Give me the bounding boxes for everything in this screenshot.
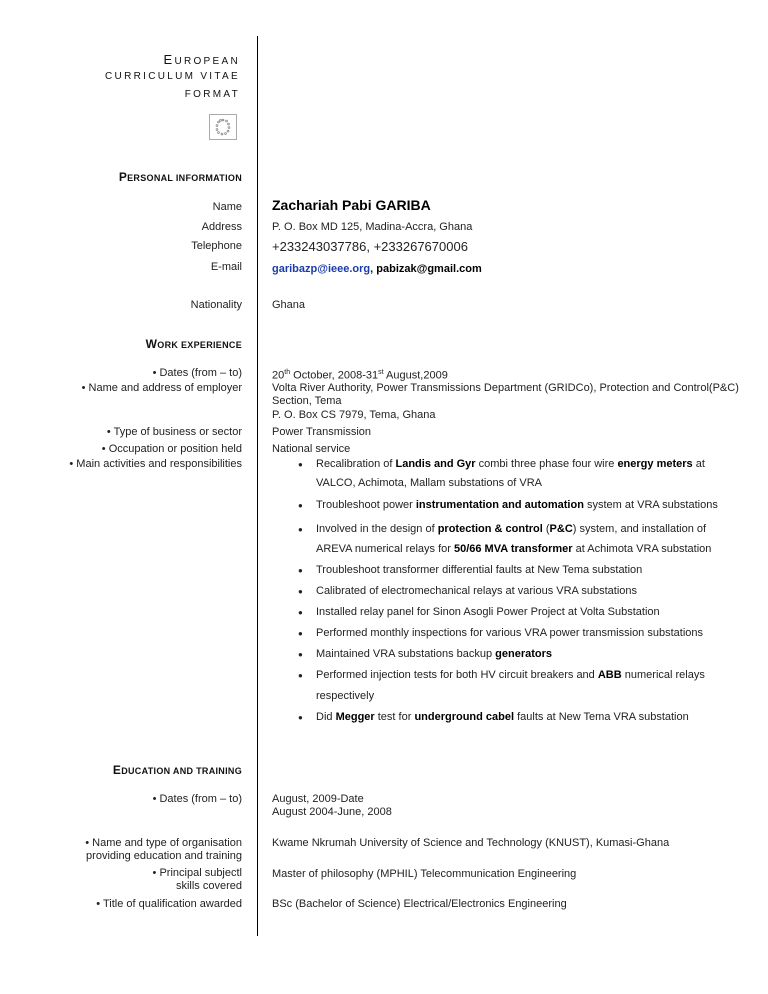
organisation-label-1: • Name and type of organisation	[85, 837, 242, 849]
activity-item-cont: respectively	[316, 690, 375, 702]
organisation-value: Kwame Nkrumah University of Science and Technology (KNUST), Kumasi-Ghana	[272, 837, 670, 849]
bullet-icon: ●	[298, 650, 303, 659]
activity-item: Performed injection tests for both HV circuit breakers and ABB numerical relays	[316, 669, 705, 681]
activity-item: Did Megger test for underground cabel faults at New Tema VRA substation	[316, 711, 689, 723]
bullet-icon: ●	[298, 501, 303, 510]
telephone-label: Telephone	[191, 240, 242, 252]
activity-item: Installed relay panel for Sinon Asogli Power Project at Volta Substation	[316, 606, 660, 618]
address-label: Address	[201, 221, 242, 233]
email-label: E-mail	[210, 261, 242, 273]
occupation-label: • Occupation or position held	[101, 443, 242, 455]
activity-item-cont: AREVA numerical relays for 50/66 MVA transformer at Achimota VRA substation	[316, 543, 712, 555]
bullet-icon: ●	[298, 629, 303, 638]
bullet-icon: ●	[298, 671, 303, 680]
employer-line-1: Volta River Authority, Power Transmissions Department (GRIDCo), Protection and Control(P&C)	[272, 382, 739, 394]
activities-label: • Main activities and responsibilities	[69, 458, 242, 470]
employer-label: • Name and address of employer	[81, 382, 242, 394]
activity-item: Troubleshoot transformer differential faults at New Tema substation	[316, 564, 643, 576]
activity-item: Involved in the design of protection & control (P&C) system, and installation of	[316, 523, 707, 535]
occupation-value: National service	[272, 443, 351, 455]
header-line-2: CURRICULUM VITAE	[105, 71, 240, 82]
header-line-1: EUROPEAN	[163, 52, 240, 67]
name-label: Name	[212, 201, 242, 213]
email-gmail: pabizak@gmail.com	[376, 263, 482, 275]
bullet-icon: ●	[298, 566, 303, 575]
bullet-icon: ●	[298, 587, 303, 596]
bullet-icon: ●	[298, 713, 303, 722]
education-dates-line-1: August, 2009-Date	[272, 793, 364, 805]
activity-item: Maintained VRA substations backup generators	[316, 648, 553, 660]
business-label: • Type of business or sector	[106, 426, 242, 438]
work-dates-label: • Dates (from – to)	[152, 367, 242, 379]
activity-item-cont: VALCO, Achimota, Mallam substations of VRA	[316, 477, 542, 489]
activity-item: Performed monthly inspections for various VRA power transmission substations	[316, 627, 704, 639]
business-value: Power Transmission	[272, 426, 372, 438]
activity-item: Troubleshoot power instrumentation and automation system at VRA substations	[316, 499, 718, 511]
qualification-value: BSc (Bachelor of Science) Electrical/Electronics Engineering	[272, 898, 567, 910]
organisation-label-2: providing education and training	[86, 850, 242, 862]
activity-item: Calibrated of electromechanical relays at various VRA substations	[316, 585, 637, 597]
work-experience-heading: WORK EXPERIENCE	[145, 337, 242, 351]
nationality-label: Nationality	[190, 299, 242, 311]
education-dates-line-2: August 2004-June, 2008	[272, 806, 392, 818]
work-dates-value: 20th October, 2008-31st August,2009	[272, 369, 448, 382]
education-dates-label: • Dates (from – to)	[152, 793, 242, 805]
activity-item: Recalibration of Landis and Gyr combi three phase four wire energy meters at	[316, 458, 705, 470]
email-link-ieee[interactable]: garibazp@ieee.org	[272, 263, 371, 275]
email-value: garibazp@ieee.org, pabizak@gmail.com	[272, 263, 482, 275]
full-name: Zachariah Pabi GARIBA	[272, 197, 431, 213]
qualification-label: • Title of qualification awarded	[96, 898, 242, 910]
employer-line-3: P. O. Box CS 7979, Tema, Ghana	[272, 409, 436, 421]
address-value: P. O. Box MD 125, Madina-Accra, Ghana	[272, 221, 473, 233]
education-heading: EDUCATION AND TRAINING	[112, 763, 242, 777]
vertical-divider	[257, 36, 258, 936]
personal-information-heading: PERSONAL INFORMATION	[118, 170, 242, 184]
subject-value: Master of philosophy (MPHIL) Telecommunication Engineering	[272, 868, 577, 880]
header-line-3: FORMAT	[184, 89, 240, 100]
bullet-icon: ●	[298, 608, 303, 617]
subject-label-1: • Principal subjectl	[152, 867, 242, 879]
bullet-icon: ●	[298, 525, 303, 534]
bullet-icon: ●	[298, 460, 303, 469]
telephone-value: +233243037786, +233267670006	[272, 239, 468, 254]
subject-label-2: skills covered	[175, 880, 242, 892]
eu-flag-icon	[209, 114, 237, 140]
nationality-value: Ghana	[272, 299, 306, 311]
employer-line-2: Section, Tema	[272, 395, 342, 407]
